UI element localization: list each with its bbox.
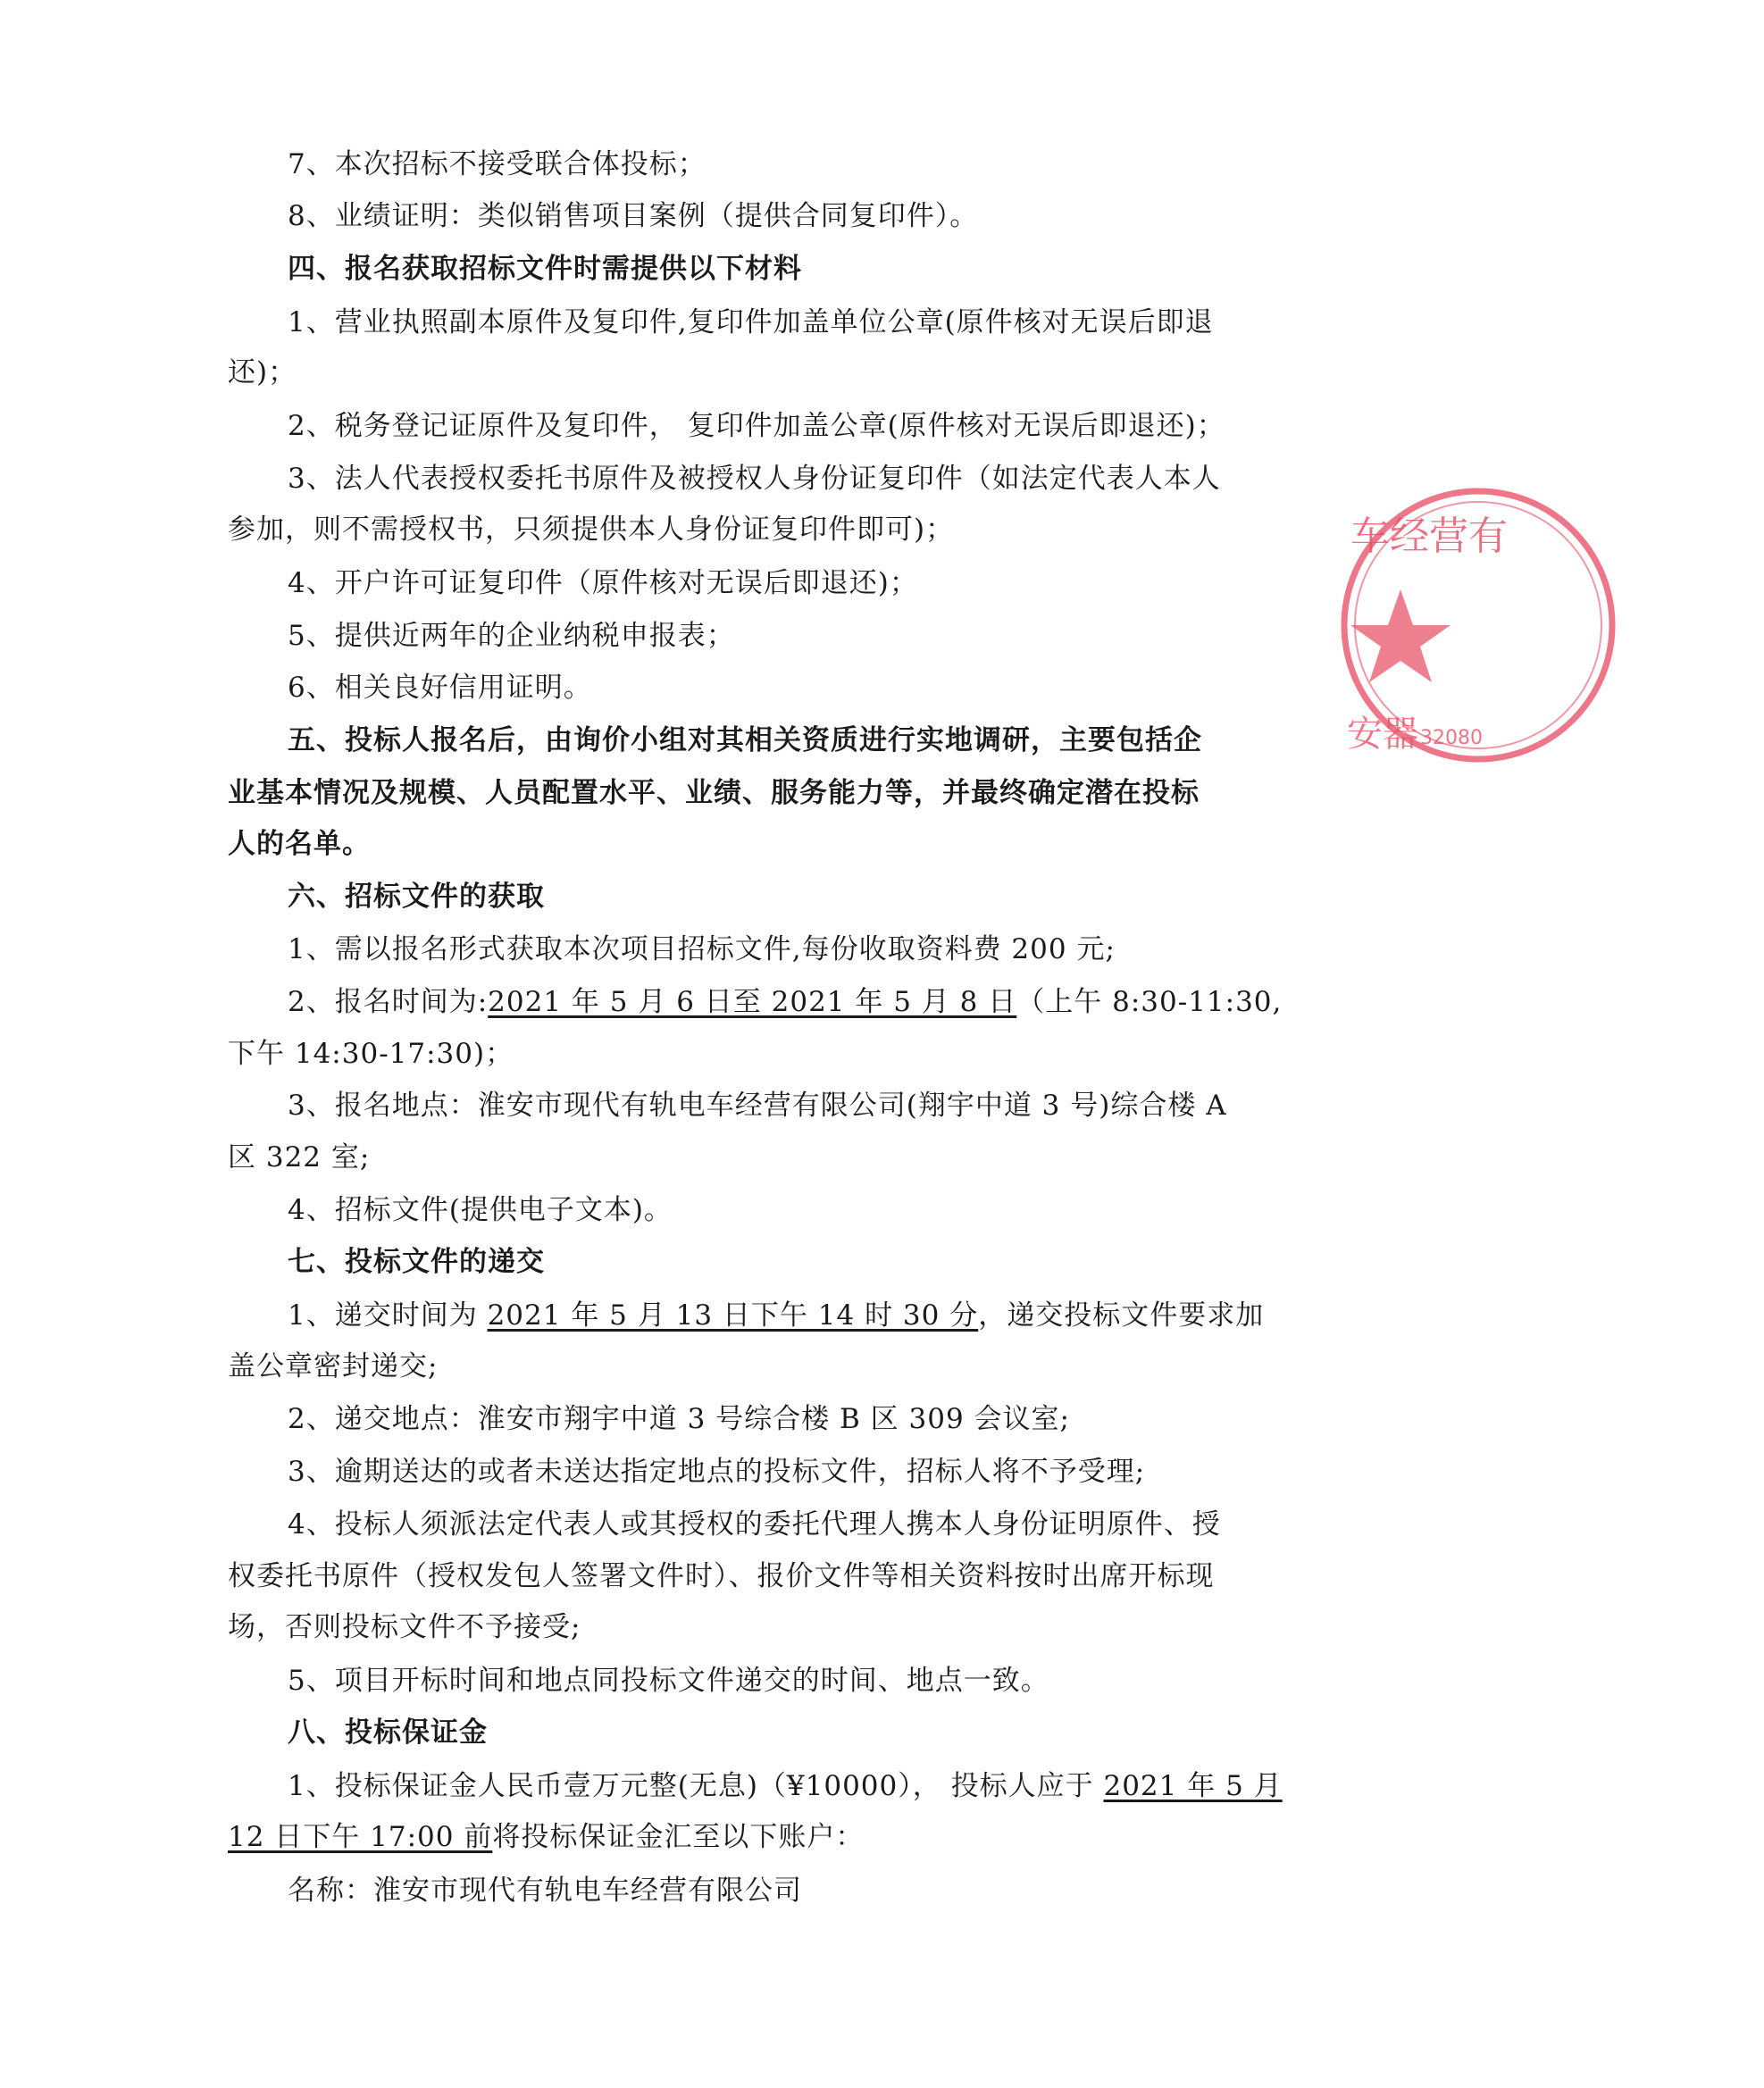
- section-5-line-2: 业基本情况及规模、人员配置水平、业绩、服务能力等，并最终确定潜在投标: [228, 777, 1200, 809]
- submit-1-line-2: 盖公章密封递交;: [228, 1350, 439, 1382]
- deposit-1-prefix: 1、投标保证金人民币壹万元整(无息)（¥10000）， 投标人应于: [288, 1770, 1104, 1802]
- material-6: 6、相关良好信用证明。: [288, 672, 592, 704]
- submit-3: 3、逾期送达的或者未送达指定地点的投标文件，招标人将不予受理;: [288, 1456, 1146, 1488]
- submit-1-suffix: ，递交投标文件要求加: [978, 1299, 1265, 1332]
- get-2-prefix: 2、报名时间为:: [288, 986, 489, 1018]
- submit-4-line-2: 权委托书原件（授权发包人签署文件时）、报价文件等相关资料按时出席开标现: [228, 1560, 1215, 1592]
- seal-top-text: 车经营有: [1350, 514, 1508, 559]
- section-5-line-1: 五、投标人报名后，由询价小组对其相关资质进行实地调研，主要包括企: [288, 724, 1202, 756]
- get-2-line-2: 下午 14:30-17:30)；: [228, 1038, 514, 1070]
- submit-4-line-1: 4、投标人须派法定代表人或其授权的委托代理人携本人身份证明原件、授: [288, 1508, 1221, 1541]
- submission-date: 2021 年 5 月 13 日下午 14 时 30 分: [487, 1299, 979, 1332]
- submit-5: 5、项目开标时间和地点同投标文件递交的时间、地点一致。: [288, 1665, 1049, 1697]
- item-8: 8、业绩证明：类似销售项目案例（提供合同复印件）。: [288, 200, 979, 232]
- deposit-deadline-part-1: 2021 年 5 月: [1103, 1770, 1283, 1802]
- seal-code: 32080: [1420, 727, 1483, 749]
- deposit-1-line-2: [0, 1819, 1704, 1855]
- seal-bottom-text: 安器: [1347, 714, 1418, 755]
- item-7: 7、本次招标不接受联合体投标；: [288, 148, 706, 180]
- deposit-1-line-1: [0, 1768, 1764, 1804]
- section-4-heading: 四、报名获取招标文件时需提供以下材料: [288, 253, 802, 285]
- get-2-line-1: [0, 984, 1764, 1020]
- material-2: 2、税务登记证原件及复印件， 复印件加盖公章(原件核对无误后即退还)；: [288, 410, 1225, 442]
- deposit-deadline-part-2: 12 日下午 17:00 前: [228, 1821, 493, 1853]
- get-4: 4、招标文件(提供电子文本)。: [288, 1194, 673, 1226]
- get-2-suffix: （上午 8:30-11:30,: [1016, 986, 1283, 1018]
- section-8-heading: 八、投标保证金: [288, 1716, 488, 1749]
- submit-1-prefix: 1、递交时间为: [288, 1299, 488, 1332]
- submit-1-line-1: [0, 1298, 1764, 1333]
- material-1-line-2: 还)；: [228, 356, 297, 388]
- section-7-heading: 七、投标文件的递交: [288, 1246, 545, 1278]
- material-3-line-2: 参加，则不需授权书，只须提供本人身份证复印件即可)；: [228, 514, 955, 546]
- submit-4-line-3: 场，否则投标文件不予接受;: [228, 1611, 581, 1643]
- section-6-heading: 六、招标文件的获取: [288, 881, 545, 913]
- get-3-line-2: 区 322 室;: [228, 1141, 371, 1173]
- deposit-1-suffix: 将投标保证金汇至以下账户：: [492, 1821, 865, 1853]
- account-name: 名称：淮安市现代有轨电车经营有限公司: [288, 1875, 802, 1907]
- material-5: 5、提供近两年的企业纳税申报表；: [288, 620, 735, 652]
- section-5-line-3: 人的名单。: [228, 828, 371, 860]
- material-1-line-1: 1、营业执照副本原件及复印件,复印件加盖单位公章(原件核对无误后即退: [288, 306, 1214, 338]
- get-1: 1、需以报名形式获取本次项目招标文件,每份收取资料费 200 元;: [288, 933, 1116, 965]
- get-3-line-1: 3、报名地点：淮安市现代有轨电车经营有限公司(翔宇中道 3 号)综合楼 A: [288, 1090, 1227, 1122]
- submit-2: 2、递交地点：淮安市翔宇中道 3 号综合楼 B 区 309 会议室;: [288, 1403, 1070, 1435]
- material-3-line-1: 3、法人代表授权委托书原件及被授权人身份证复印件（如法定代表人本人: [288, 463, 1221, 495]
- registration-date: 2021 年 5 月 6 日至 2021 年 5 月 8 日: [488, 986, 1017, 1018]
- material-4: 4、开户许可证复印件（原件核对无误后即退还)；: [288, 567, 918, 599]
